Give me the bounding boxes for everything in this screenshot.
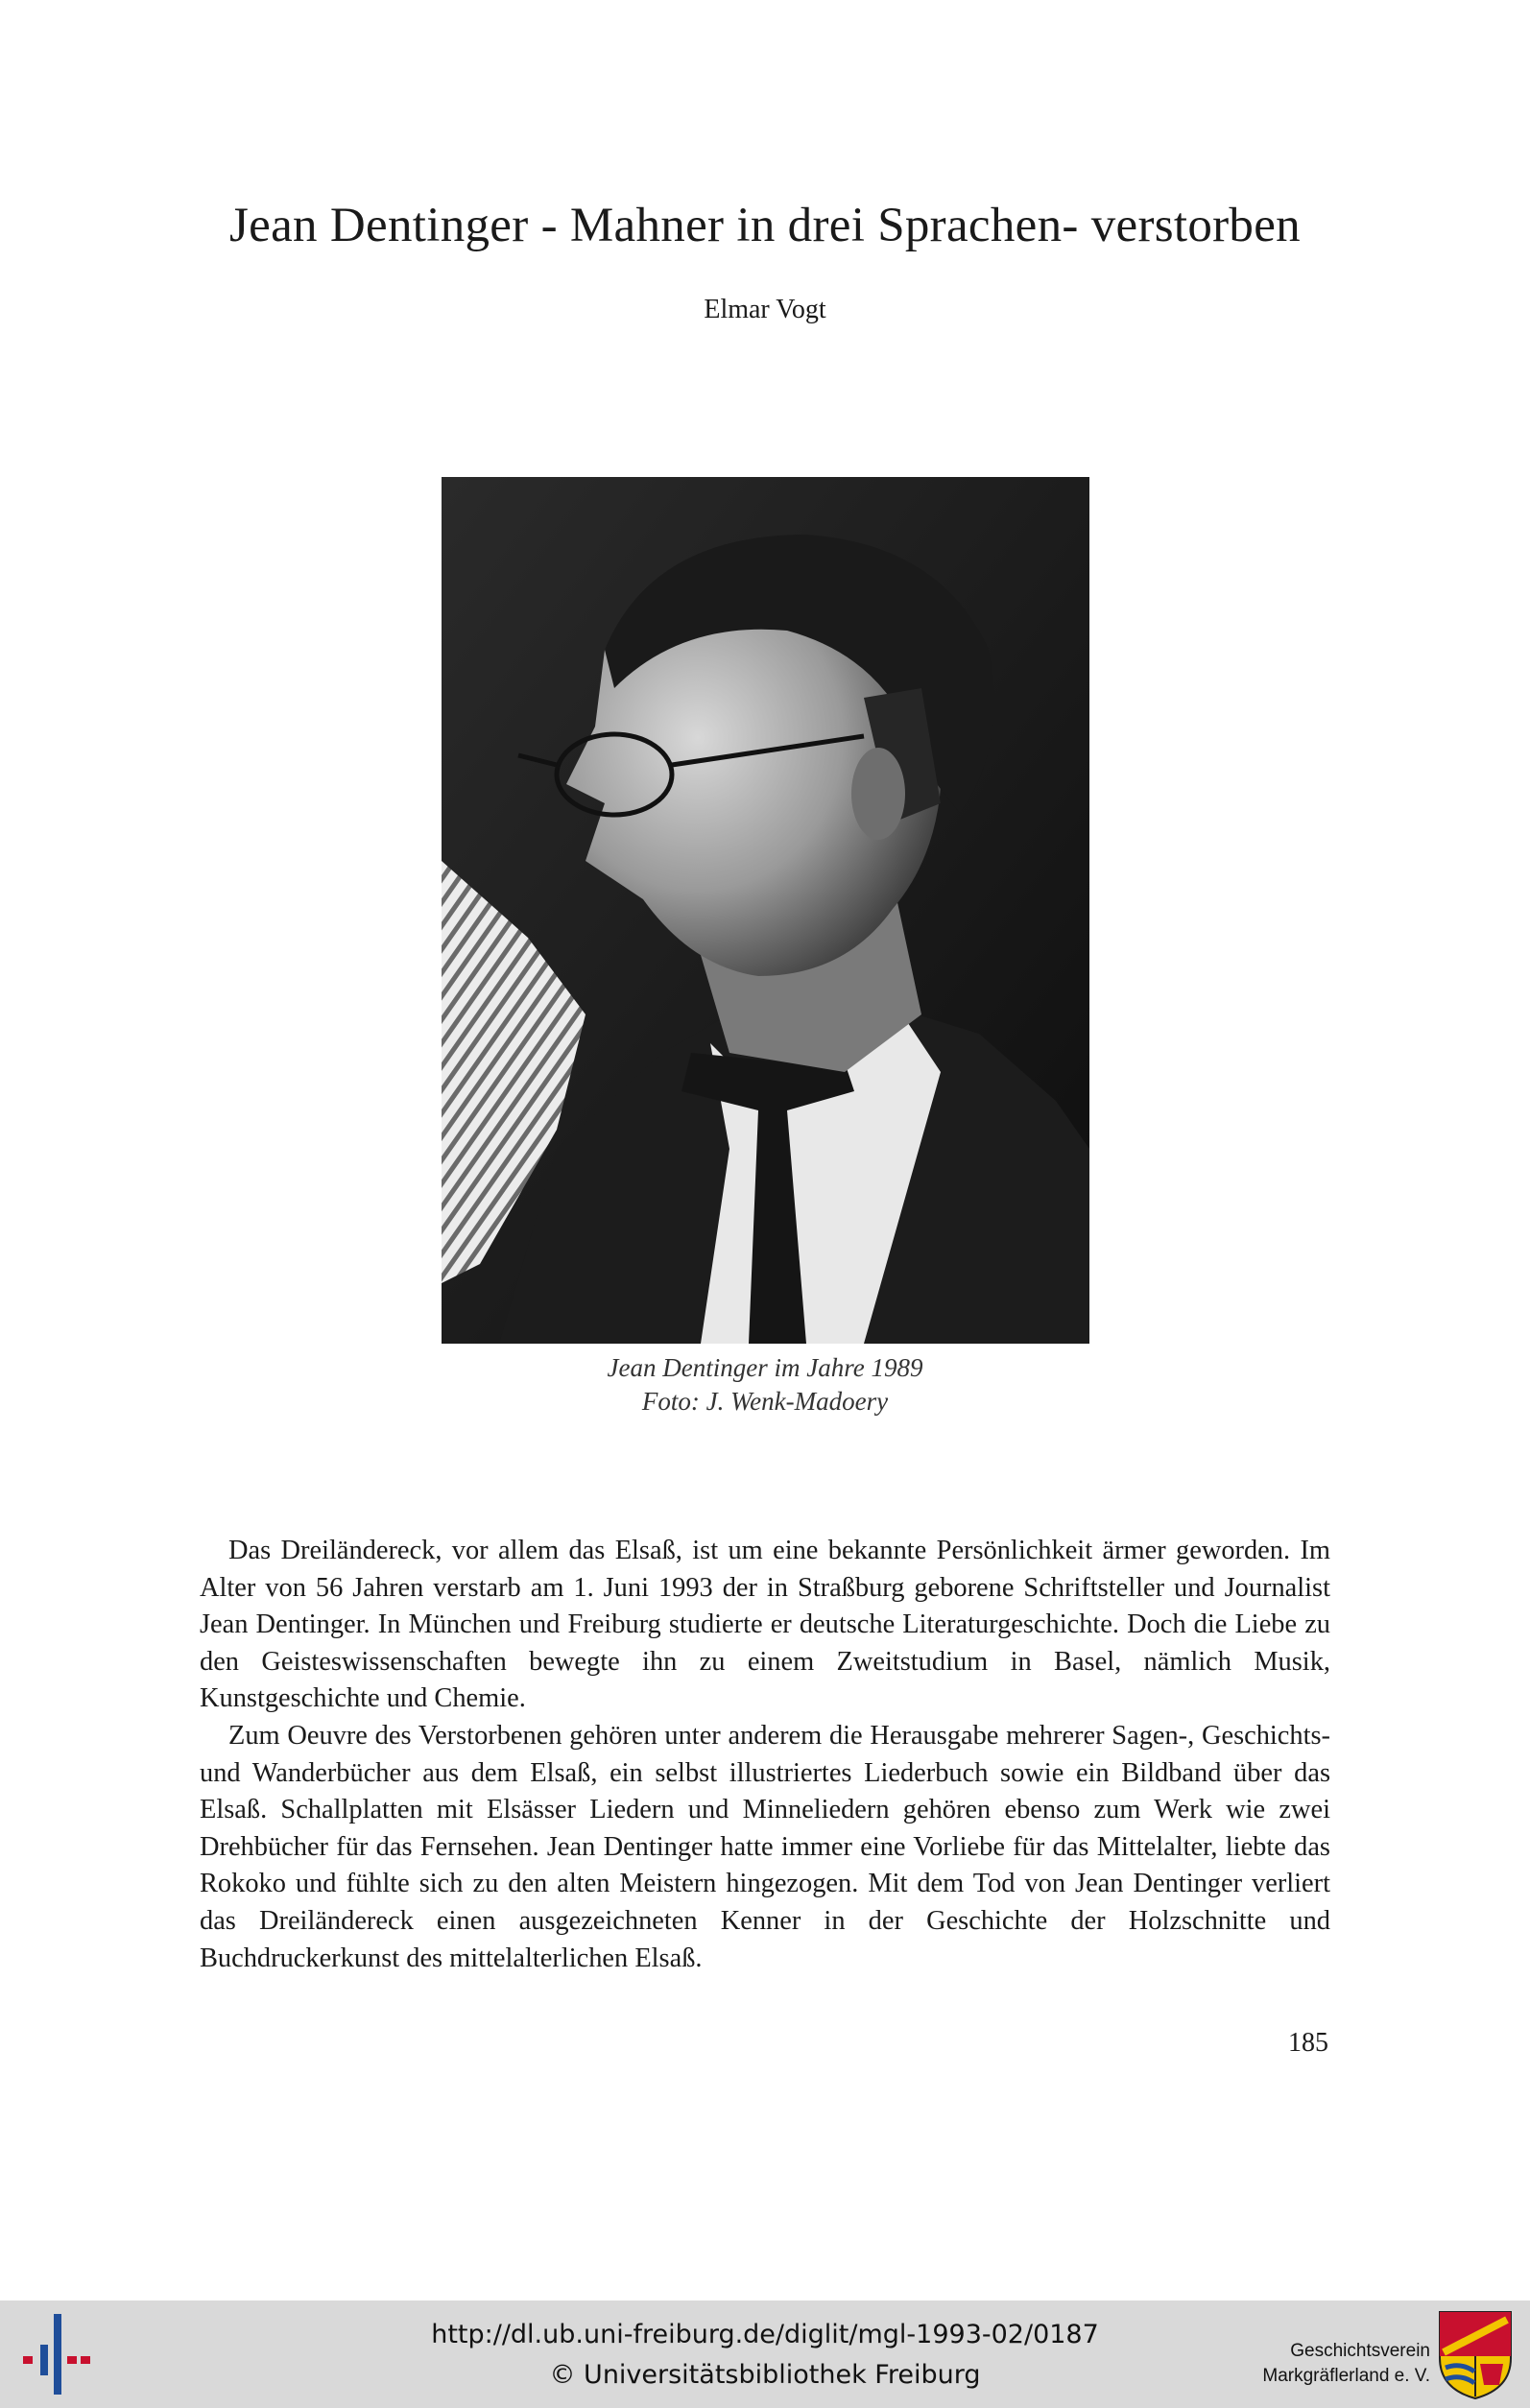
society-name [1229, 2339, 1430, 2389]
portrait-photo [442, 477, 1089, 1344]
photo-caption [0, 1351, 1530, 1419]
copyright-notice: © Universitätsbibliothek Freiburg [549, 2360, 981, 2390]
article-body [200, 1533, 1330, 1977]
coat-of-arms-icon[interactable] [1436, 2308, 1515, 2400]
article-author: Elmar Vogt [704, 295, 826, 324]
caption-title: Jean Dentinger im Jahre 1989 [607, 1353, 923, 1382]
caption-credit: Foto: J. Wenk-Madoery [641, 1387, 889, 1416]
footer-bar [0, 2301, 1530, 2408]
society-line: Geschichtsverein [1290, 2341, 1430, 2361]
article-title: Jean Dentinger - Mahner in drei Sprachen- verstorben [229, 199, 1301, 252]
page-number: 185 [1288, 2028, 1328, 2058]
paragraph: Zum Oeuvre des Verstorbenen gehören unter anderem die Herausgabe mehrerer Sagen-, Geschichts- und Wanderbücher aus dem Elsaß, ein selbst illustriertes Liederbuch sowie ein Bildband über das Elsaß. Schallplatten mit Elsässer Liedern und Minneliedern gehören ebenso zum Werk wie zwei Drehbücher für das Fernsehen. Jean Dentinger hatte immer eine Vorliebe für das Mittelalter, liebte das Rokoko und fühlte sich zu den alten Meistern hingezogen. Mit dem Tod von Jean Dentinger verliert das Dreiländereck einen ausgezeichneten Kenner in der Geschichte der Holzschnitte und Buchdruckerkunst des mittelalterlichen Elsaß. [200, 1720, 1330, 1973]
society-line: Markgräflerland e. V. [1262, 2366, 1430, 2386]
paragraph: Das Dreiländereck, vor allem das Elsaß, ist um eine bekannte Persönlichkeit ärmer geworden. Im Alter von 56 Jahren verstarb am 1. Juni 1993 der in Straßburg geborene Schriftsteller und Journalist Jean Dentinger. In München und Freiburg studierte er deutsche Literaturgeschichte. Doch die Liebe zu den Geisteswissenschaften bewegte ihn zu einem Zweitstudium in Basel, nämlich Musik, Kunstgeschichte und Chemie. [200, 1536, 1330, 1714]
document-url-link[interactable]: http://dl.ub.uni-freiburg.de/diglit/mgl-1993-02/0187 [431, 2320, 1099, 2349]
